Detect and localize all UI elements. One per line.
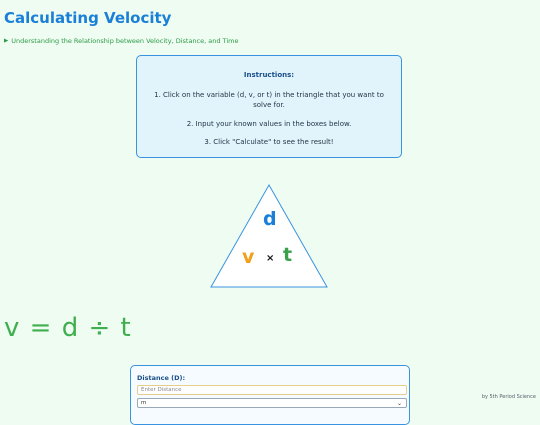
distance-label: Distance (D):	[137, 374, 186, 382]
page-title: Calculating Velocity	[4, 9, 172, 27]
subtitle-text: Understanding the Relationship between Velocity, Distance, and Time	[11, 37, 239, 45]
credit-text: by 5th Period Science	[481, 394, 536, 400]
instructions-box	[136, 55, 402, 158]
variable-d-button[interactable]: d	[263, 208, 277, 230]
variable-v-button[interactable]: v	[242, 246, 255, 268]
velocity-formula: v = d ÷ t	[4, 313, 132, 343]
subtitle-toggle[interactable]	[4, 37, 238, 45]
distance-input[interactable]	[137, 385, 407, 395]
instructions-heading: Instructions:	[243, 71, 295, 79]
calculator-panel	[130, 365, 410, 425]
distance-unit-select[interactable]	[137, 398, 407, 408]
chevron-down-icon: ⌄	[396, 400, 402, 407]
velocity-triangle	[209, 183, 329, 289]
distance-unit-value: m	[141, 400, 147, 406]
triangle-right-icon: ▶	[4, 38, 9, 44]
instruction-step-2: 2. Input your known values in the boxes below.	[186, 120, 352, 128]
instruction-step-1: 1. Click on the variable (d, v, or t) in the triangle that you want to solve for.	[154, 91, 384, 109]
triangle-outline	[209, 183, 329, 289]
multiply-operator: ×	[266, 253, 275, 264]
variable-t-button[interactable]: t	[283, 244, 293, 266]
instruction-step-3: 3. Click "Calculate" to see the result!	[204, 138, 334, 146]
